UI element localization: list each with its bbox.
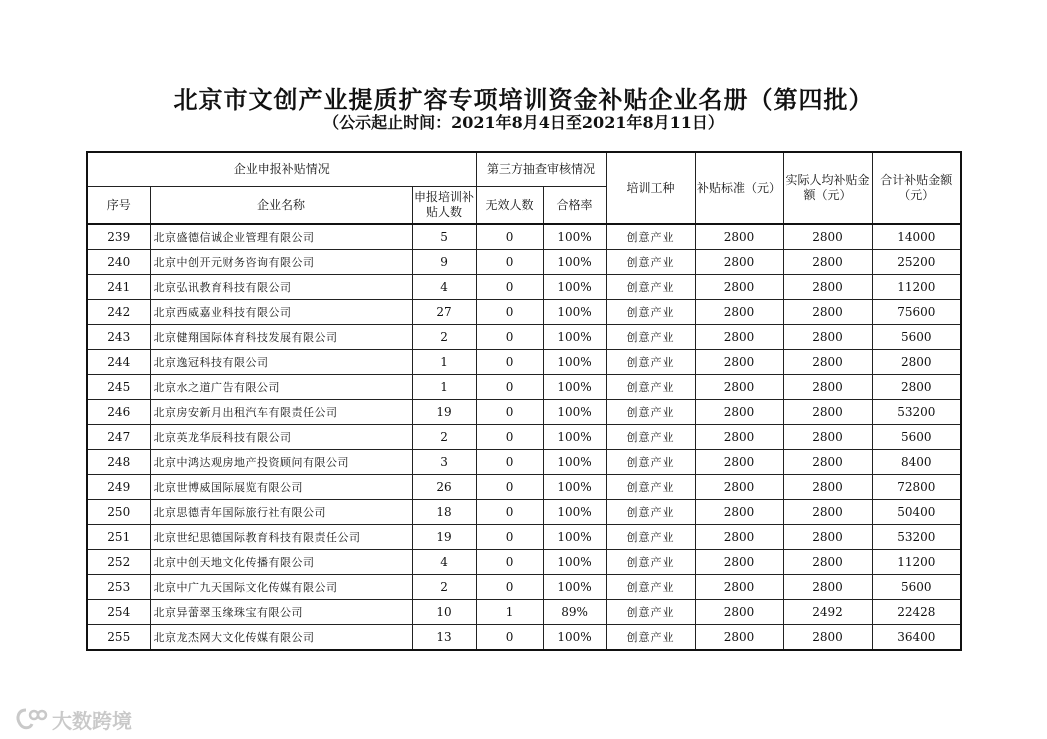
col-header-per-capita: 实际人均补贴金额（元） (783, 152, 872, 224)
cell-invalid-count: 0 (476, 224, 543, 250)
cell-invalid-count: 0 (476, 550, 543, 575)
cell-applied-count: 18 (412, 500, 476, 525)
cell-pass-rate: 100% (543, 300, 606, 325)
cell-job-type: 创意产业 (606, 400, 695, 425)
cell-standard: 2800 (695, 625, 783, 651)
cell-job-type: 创意产业 (606, 575, 695, 600)
cell-invalid-count: 0 (476, 500, 543, 525)
cell-applied-count: 3 (412, 450, 476, 475)
cell-company-name: 北京盛德信诚企业管理有限公司 (150, 224, 412, 250)
cell-job-type: 创意产业 (606, 475, 695, 500)
cell-job-type: 创意产业 (606, 450, 695, 475)
cell-company-name: 北京逸冠科技有限公司 (150, 350, 412, 375)
cell-pass-rate: 100% (543, 450, 606, 475)
table-row (87, 224, 961, 250)
cell-company-name: 北京水之道广告有限公司 (150, 375, 412, 400)
cell-invalid-count: 0 (476, 450, 543, 475)
cell-invalid-count: 0 (476, 375, 543, 400)
cell-seq: 246 (87, 400, 150, 425)
table-row (87, 525, 961, 550)
cell-company-name: 北京健翔国际体育科技发展有限公司 (150, 325, 412, 350)
cell-total: 53200 (872, 400, 961, 425)
cell-per-capita: 2800 (783, 350, 872, 375)
cell-per-capita: 2800 (783, 250, 872, 275)
cell-per-capita: 2800 (783, 625, 872, 651)
cell-standard: 2800 (695, 550, 783, 575)
cell-job-type: 创意产业 (606, 425, 695, 450)
cell-total: 2800 (872, 375, 961, 400)
cell-applied-count: 5 (412, 224, 476, 250)
cell-per-capita: 2800 (783, 500, 872, 525)
cell-standard: 2800 (695, 275, 783, 300)
cell-per-capita: 2800 (783, 275, 872, 300)
cell-seq: 244 (87, 350, 150, 375)
cell-pass-rate: 100% (543, 275, 606, 300)
col-header-standard: 补贴标准（元） (695, 152, 783, 224)
table-row (87, 300, 961, 325)
table-row (87, 275, 961, 300)
table-row (87, 475, 961, 500)
cell-company-name: 北京弘讯教育科技有限公司 (150, 275, 412, 300)
cell-total: 11200 (872, 550, 961, 575)
cell-seq: 245 (87, 375, 150, 400)
cell-applied-count: 10 (412, 600, 476, 625)
cell-total: 14000 (872, 224, 961, 250)
cell-standard: 2800 (695, 400, 783, 425)
cell-company-name: 北京世纪思德国际教育科技有限责任公司 (150, 525, 412, 550)
cell-applied-count: 27 (412, 300, 476, 325)
cell-job-type: 创意产业 (606, 300, 695, 325)
cell-standard: 2800 (695, 575, 783, 600)
cell-applied-count: 2 (412, 425, 476, 450)
cell-pass-rate: 100% (543, 425, 606, 450)
cell-invalid-count: 0 (476, 425, 543, 450)
cell-applied-count: 4 (412, 275, 476, 300)
cell-invalid-count: 0 (476, 475, 543, 500)
cell-company-name: 北京世博威国际展览有限公司 (150, 475, 412, 500)
cell-job-type: 创意产业 (606, 224, 695, 250)
cell-applied-count: 26 (412, 475, 476, 500)
table-row (87, 400, 961, 425)
cell-applied-count: 1 (412, 375, 476, 400)
cell-job-type: 创意产业 (606, 275, 695, 300)
cell-standard: 2800 (695, 350, 783, 375)
cell-per-capita: 2800 (783, 475, 872, 500)
group-header-enterprise: 企业申报补贴情况 (87, 152, 476, 187)
cell-per-capita: 2492 (783, 600, 872, 625)
cell-total: 72800 (872, 475, 961, 500)
cell-standard: 2800 (695, 475, 783, 500)
cell-company-name: 北京中创开元财务咨询有限公司 (150, 250, 412, 275)
cell-total: 22428 (872, 600, 961, 625)
table-row (87, 375, 961, 400)
cell-invalid-count: 0 (476, 325, 543, 350)
cell-invalid-count: 0 (476, 275, 543, 300)
cell-invalid-count: 0 (476, 300, 543, 325)
cell-invalid-count: 0 (476, 400, 543, 425)
cell-per-capita: 2800 (783, 325, 872, 350)
table-row (87, 425, 961, 450)
cell-invalid-count: 0 (476, 250, 543, 275)
cell-company-name: 北京中鸿达观房地产投资顾问有限公司 (150, 450, 412, 475)
document-title: 北京市文创产业提质扩容专项培训资金补贴企业名册（第四批） (173, 85, 874, 114)
cell-pass-rate: 100% (543, 350, 606, 375)
table-row (87, 600, 961, 625)
cell-standard: 2800 (695, 525, 783, 550)
cell-total: 53200 (872, 525, 961, 550)
cell-seq: 243 (87, 325, 150, 350)
cell-job-type: 创意产业 (606, 350, 695, 375)
cell-per-capita: 2800 (783, 400, 872, 425)
cell-pass-rate: 100% (543, 500, 606, 525)
col-header-invalid: 无效人数 (476, 187, 543, 225)
cell-job-type: 创意产业 (606, 500, 695, 525)
col-header-total: 合计补贴金额（元） (872, 152, 961, 224)
cell-pass-rate: 89% (543, 600, 606, 625)
table-row (87, 625, 961, 651)
cell-total: 50400 (872, 500, 961, 525)
cell-total: 36400 (872, 625, 961, 651)
cell-pass-rate: 100% (543, 325, 606, 350)
cell-job-type: 创意产业 (606, 550, 695, 575)
cell-applied-count: 19 (412, 400, 476, 425)
document-subtitle: （公示起止时间：2021年8月4日至2021年8月11日） (323, 113, 724, 132)
cell-per-capita: 2800 (783, 450, 872, 475)
cell-standard: 2800 (695, 250, 783, 275)
cell-pass-rate: 100% (543, 625, 606, 651)
cell-seq: 251 (87, 525, 150, 550)
cell-pass-rate: 100% (543, 525, 606, 550)
cell-pass-rate: 100% (543, 575, 606, 600)
col-header-job-type: 培训工种 (606, 152, 695, 224)
cell-per-capita: 2800 (783, 425, 872, 450)
cell-total: 5600 (872, 325, 961, 350)
cell-job-type: 创意产业 (606, 600, 695, 625)
cell-standard: 2800 (695, 300, 783, 325)
cell-pass-rate: 100% (543, 224, 606, 250)
cell-standard: 2800 (695, 500, 783, 525)
cell-pass-rate: 100% (543, 400, 606, 425)
cell-seq: 254 (87, 600, 150, 625)
cell-job-type: 创意产业 (606, 625, 695, 651)
cell-applied-count: 9 (412, 250, 476, 275)
cell-applied-count: 13 (412, 625, 476, 651)
cell-standard: 2800 (695, 450, 783, 475)
subsidy-table (86, 151, 962, 651)
cell-invalid-count: 1 (476, 600, 543, 625)
cell-standard: 2800 (695, 224, 783, 250)
cell-applied-count: 2 (412, 325, 476, 350)
cell-total: 5600 (872, 575, 961, 600)
cell-invalid-count: 0 (476, 525, 543, 550)
cell-applied-count: 4 (412, 550, 476, 575)
cell-total: 11200 (872, 275, 961, 300)
cell-applied-count: 1 (412, 350, 476, 375)
table-row (87, 500, 961, 525)
cell-seq: 247 (87, 425, 150, 450)
cell-seq: 241 (87, 275, 150, 300)
table-body (87, 224, 961, 650)
cell-seq: 239 (87, 224, 150, 250)
cell-standard: 2800 (695, 325, 783, 350)
cell-seq: 253 (87, 575, 150, 600)
cell-total: 2800 (872, 350, 961, 375)
col-header-applied: 申报培训补贴人数 (412, 187, 476, 225)
cell-applied-count: 2 (412, 575, 476, 600)
cell-per-capita: 2800 (783, 224, 872, 250)
col-header-pass-rate: 合格率 (543, 187, 606, 225)
cell-job-type: 创意产业 (606, 525, 695, 550)
cell-per-capita: 2800 (783, 525, 872, 550)
cell-seq: 240 (87, 250, 150, 275)
cell-company-name: 北京思德青年国际旅行社有限公司 (150, 500, 412, 525)
table-row (87, 575, 961, 600)
table-row (87, 325, 961, 350)
cell-invalid-count: 0 (476, 625, 543, 651)
cell-per-capita: 2800 (783, 550, 872, 575)
cell-seq: 252 (87, 550, 150, 575)
cell-per-capita: 2800 (783, 575, 872, 600)
cell-company-name: 北京房安新月出租汽车有限责任公司 (150, 400, 412, 425)
cell-per-capita: 2800 (783, 300, 872, 325)
cell-job-type: 创意产业 (606, 325, 695, 350)
cell-invalid-count: 0 (476, 350, 543, 375)
watermark (14, 704, 132, 734)
cell-total: 5600 (872, 425, 961, 450)
cell-job-type: 创意产业 (606, 375, 695, 400)
table-row (87, 250, 961, 275)
cell-company-name: 北京西威嘉业科技有限公司 (150, 300, 412, 325)
cell-seq: 248 (87, 450, 150, 475)
cell-pass-rate: 100% (543, 375, 606, 400)
cell-seq: 242 (87, 300, 150, 325)
cell-job-type: 创意产业 (606, 250, 695, 275)
cell-pass-rate: 100% (543, 250, 606, 275)
cell-pass-rate: 100% (543, 550, 606, 575)
cell-per-capita: 2800 (783, 375, 872, 400)
cell-standard: 2800 (695, 600, 783, 625)
cell-standard: 2800 (695, 425, 783, 450)
table-row (87, 350, 961, 375)
cell-total: 8400 (872, 450, 961, 475)
cell-company-name: 北京中广九天国际文化传媒有限公司 (150, 575, 412, 600)
cell-seq: 249 (87, 475, 150, 500)
cell-seq: 250 (87, 500, 150, 525)
col-header-seq: 序号 (87, 187, 150, 225)
cell-pass-rate: 100% (543, 475, 606, 500)
watermark-text: 大数跨境 (52, 708, 132, 733)
cell-invalid-count: 0 (476, 575, 543, 600)
cell-total: 75600 (872, 300, 961, 325)
cell-company-name: 北京异蕾翠玉缘珠宝有限公司 (150, 600, 412, 625)
table-row (87, 550, 961, 575)
cell-total: 25200 (872, 250, 961, 275)
col-header-name: 企业名称 (150, 187, 412, 225)
cell-company-name: 北京英龙华辰科技有限公司 (150, 425, 412, 450)
cell-company-name: 北京龙杰网大文化传媒有限公司 (150, 625, 412, 651)
cell-company-name: 北京中创天地文化传播有限公司 (150, 550, 412, 575)
watermark-logo-icon (14, 706, 48, 732)
cell-standard: 2800 (695, 375, 783, 400)
cell-applied-count: 19 (412, 525, 476, 550)
cell-seq: 255 (87, 625, 150, 651)
table-row (87, 450, 961, 475)
group-header-audit: 第三方抽查审核情况 (476, 152, 606, 187)
